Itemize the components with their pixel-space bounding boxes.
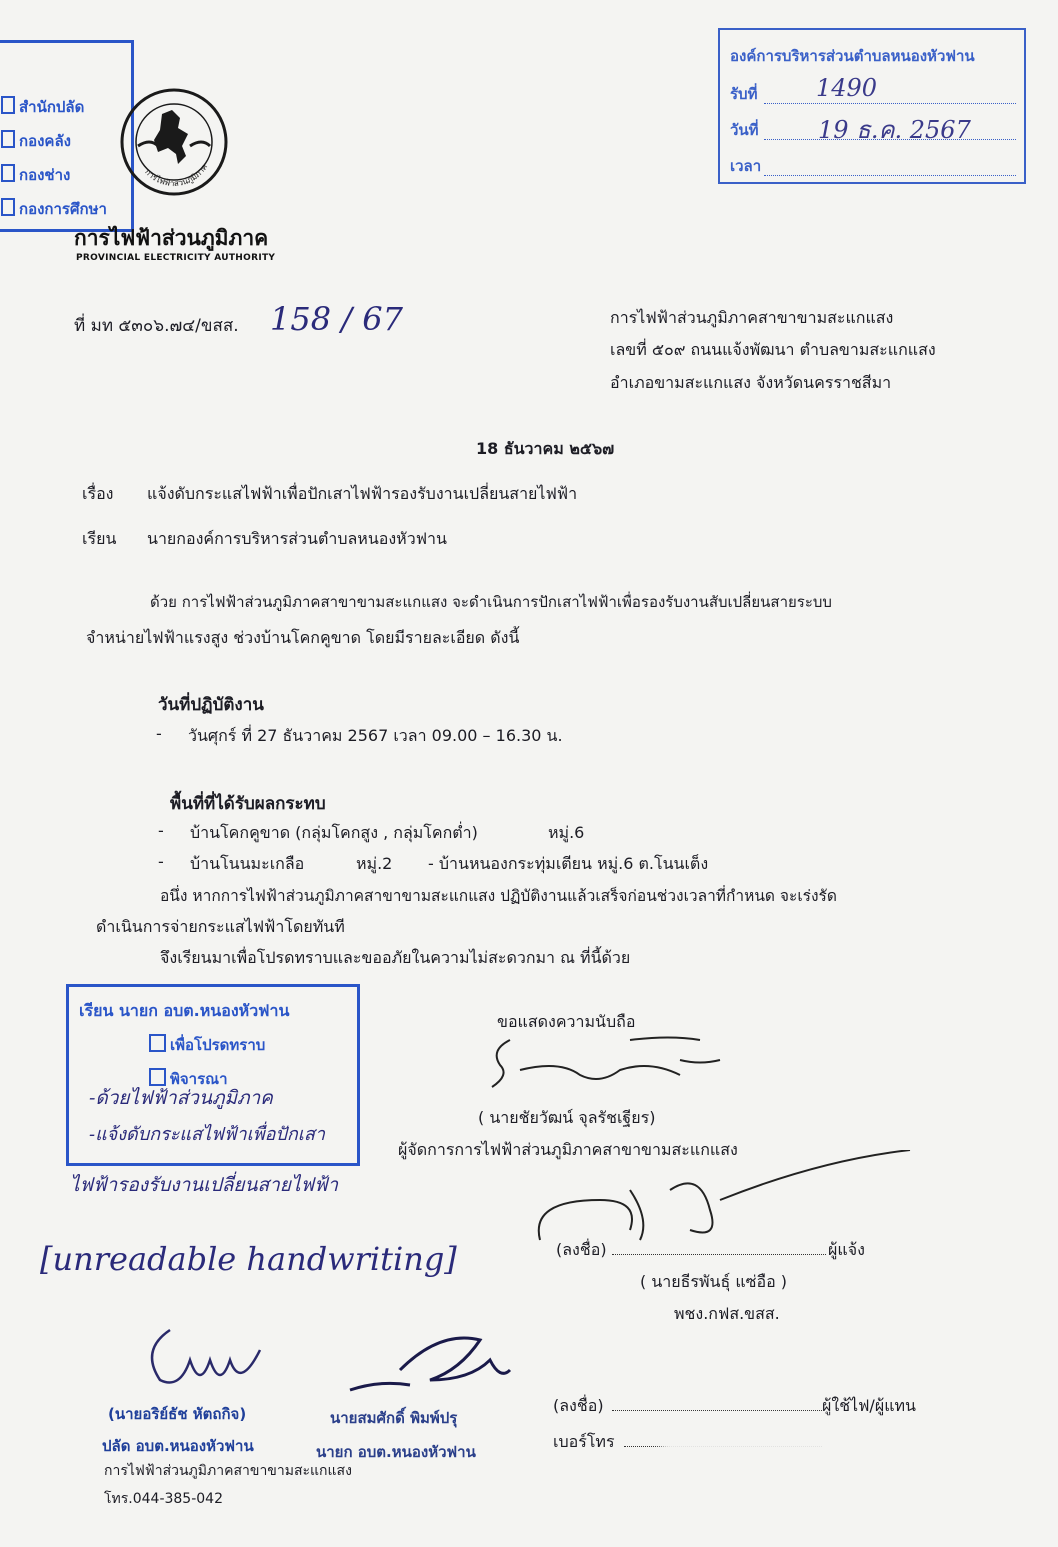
memo-handwritten-line: -แจ้งดับกระแสไฟฟ้าเพื่อปักเสา bbox=[89, 1124, 326, 1145]
stamp-item: สำนักปลัด bbox=[1, 95, 84, 119]
area-place: บ้านโนนมะเกลือ bbox=[190, 854, 305, 873]
receipt-number-label: รับที่ bbox=[730, 85, 758, 103]
reference-label: ที่ มท ๕๓๐๖.๗๔/ขสส. bbox=[74, 316, 239, 336]
area-moo: หมู่.6 bbox=[548, 823, 585, 842]
checkbox-icon bbox=[1, 130, 15, 148]
authority-name-thai: การไฟฟ้าส่วนภูมิภาค bbox=[74, 226, 269, 250]
redacted-phone bbox=[668, 1424, 828, 1446]
closing-respect: ขอแสดงความนับถือ bbox=[497, 1012, 636, 1031]
affected-area-heading: พื้นที่ที่ได้รับผลกระทบ bbox=[170, 794, 326, 814]
area-extra: - บ้านหนองกระทุ่มเตียน หมู่.6 ต.โนนเต็ง bbox=[428, 854, 709, 873]
body-note-line: ดำเนินการจ่ายกระแสไฟฟ้าโดยทันที bbox=[96, 917, 345, 936]
receipt-number: 1490 bbox=[816, 74, 878, 102]
document-date: 18 ธันวาคม ๒๕๖๗ bbox=[476, 439, 615, 458]
memo-option: เพื่อโปรดทราบ bbox=[149, 1033, 265, 1057]
footer-office: การไฟฟ้าส่วนภูมิภาคสาขาขามสะแกแสง bbox=[104, 1463, 352, 1479]
department-routing-stamp bbox=[0, 40, 134, 232]
body-intro-line: จำหน่ายไฟฟ้าแรงสูง ช่วงบ้านโคกคูขาด โดยมีรายละเอียด ดังนี้ bbox=[86, 628, 520, 647]
footer-phone: โทร.044-385-042 bbox=[104, 1491, 223, 1507]
area-place: บ้านโคกคูขาด (กลุ่มโคกสูง , กลุ่มโคกต่ำ) bbox=[190, 823, 478, 842]
stamp-item: กองช่าง bbox=[1, 163, 70, 187]
body-intro-line: ด้วย การไฟฟ้าส่วนภูมิภาคสาขาขามสะแกแสง จะดำเนินการปักเสาไฟฟ้าเพื่อรองรับงานสับเปลี่ยนสายระบบ bbox=[150, 593, 832, 611]
to-label: เรียน bbox=[82, 529, 117, 548]
memo-handwritten-line: -ด้วยไฟฟ้าส่วนภูมิภาค bbox=[89, 1087, 273, 1109]
memo-option: พิจารณา bbox=[149, 1067, 228, 1091]
subject-label: เรื่อง bbox=[82, 484, 114, 503]
checkbox-icon bbox=[1, 164, 15, 182]
mayor-name: นายสมศักดิ์ พิมพ์ปรุ bbox=[330, 1409, 458, 1427]
checkbox-icon bbox=[1, 198, 15, 216]
user-phone-label: เบอร์โทร bbox=[553, 1432, 615, 1451]
clerk-signature-icon bbox=[130, 1320, 280, 1400]
notifier-sign-label: (ลงชื่อ) bbox=[556, 1240, 607, 1259]
checkbox-icon bbox=[149, 1034, 166, 1052]
to-text: นายกองค์การบริหารส่วนตำบลหนองหัวฟาน bbox=[147, 529, 447, 548]
mayor-signature-icon bbox=[340, 1330, 530, 1410]
sender-address-line: การไฟฟ้าส่วนภูมิภาคสาขาขามสะแกแสง bbox=[610, 308, 894, 327]
notifier-role: ผู้แจ้ง bbox=[828, 1240, 865, 1259]
authority-name-english: PROVINCIAL ELECTRICITY AUTHORITY bbox=[76, 253, 276, 263]
logo-ring-text: การไฟฟ้าส่วนภูมิภาค bbox=[143, 162, 210, 189]
user-sign-label: (ลงชื่อ) bbox=[553, 1396, 604, 1415]
memo-stamp bbox=[66, 984, 360, 1166]
checkbox-icon bbox=[1, 96, 15, 114]
stamp-item: กองคลัง bbox=[1, 129, 71, 153]
area-moo: หมู่.2 bbox=[356, 854, 393, 873]
receipt-time-label: เวลา bbox=[730, 157, 762, 175]
body-closing: จึงเรียนมาเพื่อโปรดทราบและขออภัยในความไม่สะดวกมา ณ ที่นี้ด้วย bbox=[160, 948, 631, 967]
manager-title: ผู้จัดการการไฟฟ้าส่วนภูมิภาคสาขาขามสะแกแสง bbox=[398, 1140, 738, 1159]
stamp-item: กองการศึกษา bbox=[1, 197, 107, 221]
subject-text: แจ้งดับกระแสไฟฟ้าเพื่อปักเสาไฟฟ้ารองรับงานเปลี่ยนสายไฟฟ้า bbox=[147, 484, 578, 503]
receipt-org: องค์การบริหารส่วนตำบลหนองหัวฟาน bbox=[730, 47, 975, 65]
redacted-area bbox=[640, 1340, 830, 1370]
pea-logo-icon bbox=[118, 86, 230, 198]
receipt-date: 19 ธ.ค. 2567 bbox=[818, 116, 971, 144]
manager-signature-icon bbox=[480, 1030, 770, 1100]
notifier-title: พชง.กฟส.ขสส. bbox=[674, 1304, 780, 1323]
mayor-title: นายก อบต.หนองหัวฟาน bbox=[316, 1443, 476, 1461]
reference-number: 158 / 67 bbox=[270, 300, 403, 338]
notifier-name: ( นายธีรพันธุ์ แซ่อือ ) bbox=[640, 1272, 788, 1291]
area-bullet: - bbox=[158, 821, 164, 840]
notifier-signature-icon bbox=[520, 1150, 920, 1250]
work-day-heading: วันที่ปฏิบัติงาน bbox=[158, 695, 264, 715]
area-bullet: - bbox=[158, 852, 164, 871]
work-day-text: วันศุกร์ ที่ 27 ธันวาคม 2567 เวลา 09.00 – 16.30 น. bbox=[188, 726, 563, 745]
work-day-bullet: - bbox=[156, 724, 162, 743]
handwritten-note: ไฟฟ้ารองรับงานเปลี่ยนสายไฟฟ้า bbox=[70, 1174, 339, 1196]
handwritten-note: [unreadable handwriting] bbox=[40, 1240, 457, 1278]
sender-address-line: เลขที่ ๕๐๙ ถนนแจ้งพัฒนา ตำบลขามสะแกแสง bbox=[610, 340, 936, 359]
svg-text:การไฟฟ้าส่วนภูมิภาค bbox=[143, 162, 209, 188]
sender-address-line: อำเภอขามสะแกแสง จังหวัดนครราชสีมา bbox=[610, 373, 892, 392]
memo-heading: เรียน นายก อบต.หนองหัวฟาน bbox=[79, 1001, 290, 1020]
receipt-stamp bbox=[718, 28, 1026, 184]
body-note-line: อนึ่ง หากการไฟฟ้าส่วนภูมิภาคสาขาขามสะแกแสง ปฏิบัติงานแล้วเสร็จก่อนช่วงเวลาที่กำหนด จะเร่งรัด bbox=[160, 887, 837, 905]
receipt-date-label: วันที่ bbox=[730, 121, 759, 139]
clerk-title: ปลัด อบต.หนองหัวฟาน bbox=[102, 1437, 254, 1455]
user-role: ผู้ใช้ไฟ/ผู้แทน bbox=[822, 1396, 916, 1415]
clerk-name: (นายอริย์ธัช หัตถกิจ) bbox=[108, 1405, 247, 1423]
manager-name: ( นายชัยวัฒน์ จุลรัชเฐียร) bbox=[478, 1108, 656, 1127]
